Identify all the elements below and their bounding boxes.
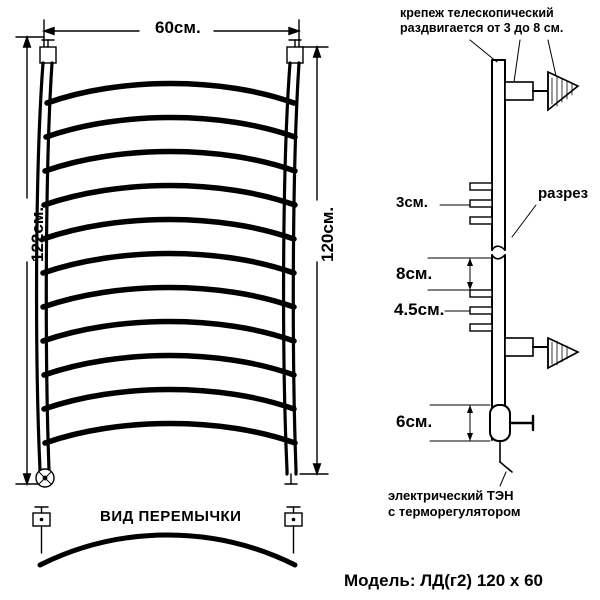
label-dim-45cm: 4.5см.	[394, 300, 445, 319]
label-dim-3cm: 3см.	[396, 194, 428, 211]
label-cut: разрез	[538, 185, 589, 202]
label-bridge-view: ВИД ПЕРЕМЫЧКИ	[100, 508, 242, 525]
towel-rail-front-view	[36, 40, 303, 487]
note-mount-line1: крепеж телескопический	[400, 6, 554, 20]
dim-6cm	[430, 405, 490, 441]
note-heater-line1: электрический ТЭН	[388, 488, 514, 503]
note-heater-line2: с терморегулятором	[388, 504, 521, 519]
label-dim-6cm: 6см.	[396, 412, 433, 431]
dim-8cm	[428, 258, 492, 290]
electric-heater-element	[490, 405, 533, 472]
label-height-122: 122см.	[28, 206, 47, 262]
note-mount-line2: раздвигается от 3 до 8 см.	[400, 21, 564, 35]
label-model: Модель: ЛД(г2) 120 х 60	[344, 571, 543, 590]
label-dim-8cm: 8см.	[396, 264, 433, 283]
label-height-120: 120см.	[318, 206, 337, 262]
side-section-view	[428, 40, 578, 486]
label-width-60: 60см.	[155, 18, 201, 37]
